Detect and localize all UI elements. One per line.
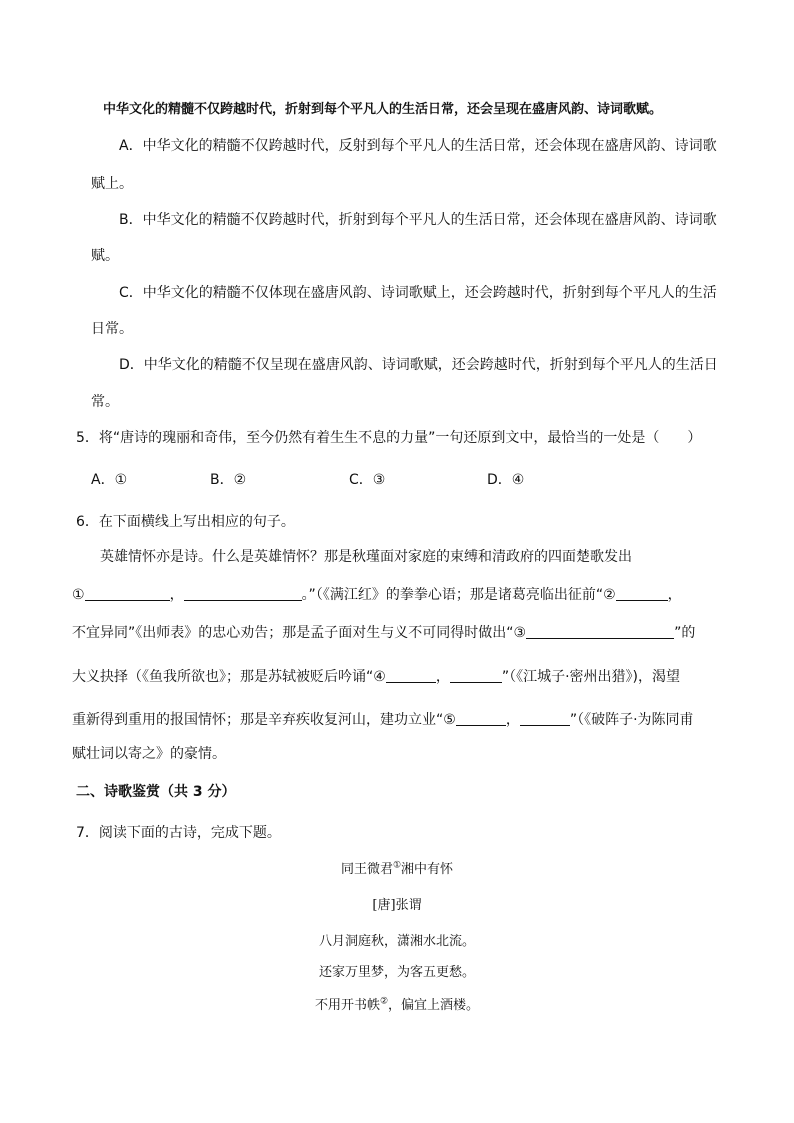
footnote-ref-2: ② bbox=[379, 996, 389, 1007]
q5-stem: 5．将“唐诗的瑰丽和奇伟，至今仍然有着生生不息的力量”一句还原到文中，最恰当的一处是（ ） bbox=[76, 430, 702, 446]
blank-1a[interactable] bbox=[85, 586, 170, 601]
option-b-line2: 赋。 bbox=[91, 248, 119, 264]
blank-2a[interactable] bbox=[616, 586, 668, 601]
poem-line-1: 八月洞庭秋，潇湘水北流。 bbox=[318, 934, 475, 949]
poem-line-2: 还家万里梦，为客五更愁。 bbox=[318, 965, 475, 980]
poem-title: 同王微君①湘中有怀 bbox=[340, 860, 454, 877]
q5-option-a: A．① bbox=[91, 472, 128, 488]
section2-heading: 二、诗歌鉴赏（共 3 分） bbox=[76, 784, 236, 800]
poem-author: [唐]张谓 bbox=[372, 898, 422, 913]
option-a-line2: 赋上。 bbox=[91, 176, 133, 192]
q6-line1: 英雄情怀亦是诗。什么是英雄情怀？那是秋瑾面对家庭的束缚和清政府的四面楚歌发出 bbox=[100, 549, 632, 565]
poem-line-3: 不用开书帙②，偏宜上酒楼。 bbox=[314, 996, 480, 1013]
option-c-line2: 日常。 bbox=[91, 321, 133, 337]
option-c-line1: C．中华文化的精髓不仅体现在盛唐风韵、诗词歌赋上，还会跨越时代，折射到每个平凡人的生活 bbox=[119, 285, 717, 301]
option-d-line1: D．中华文化的精髓不仅呈现在盛唐风韵、诗词歌赋，还会跨越时代，折射到每个平凡人的生活日 bbox=[119, 357, 718, 373]
footnote-ref-1: ① bbox=[392, 860, 402, 871]
option-b-line1: B．中华文化的精髓不仅跨越时代，折射到每个平凡人的生活日常，还会体现在盛唐风韵、诗词歌 bbox=[119, 212, 717, 228]
q6-line6: 赋壮词以寄之》的豪情。 bbox=[72, 746, 226, 762]
q6-stem: 6．在下面横线上写出相应的句子。 bbox=[76, 514, 295, 530]
q5-option-d: D．④ bbox=[487, 472, 525, 488]
blank-1b[interactable] bbox=[184, 586, 302, 601]
q6-line5: 重新得到重用的报国情怀；那是辛弃疾收复河山，建功立业“⑤ ， ”（《破阵子·为陈同甫 bbox=[72, 712, 694, 728]
blank-5b[interactable] bbox=[520, 711, 570, 726]
q7-stem: 7．阅读下面的古诗，完成下题。 bbox=[76, 825, 281, 841]
option-a-line1: A．中华文化的精髓不仅跨越时代，反射到每个平凡人的生活日常，还会体现在盛唐风韵、诗词歌 bbox=[119, 138, 717, 154]
quoted-sentence: 中华文化的精髓不仅跨越时代，折射到每个平凡人的生活日常，还会呈现在盛唐风韵、诗词歌赋。 bbox=[103, 102, 663, 117]
q5-option-b: B．② bbox=[210, 472, 247, 488]
blank-4a[interactable] bbox=[386, 668, 436, 683]
q6-line3: 不宜异同”《出师表》的忠心劝告；那是孟子面对生与义不可同得时做出“③ ”的 bbox=[72, 625, 696, 641]
blank-5a[interactable] bbox=[456, 711, 506, 726]
blank-3[interactable] bbox=[526, 624, 674, 639]
option-d-line2: 常。 bbox=[91, 394, 119, 410]
q6-line4: 大义抉择（《鱼我所欲也》；那是苏轼被贬后吟诵“④ ， ”（《江城子·密州出猎》)，渴望 bbox=[72, 669, 680, 685]
blank-4b[interactable] bbox=[450, 668, 502, 683]
q6-line2: ① ， 。”（《满江红》的拳拳心语；那是诸葛亮临出征前“② ， bbox=[72, 587, 682, 603]
q5-option-c: C．③ bbox=[349, 472, 386, 488]
